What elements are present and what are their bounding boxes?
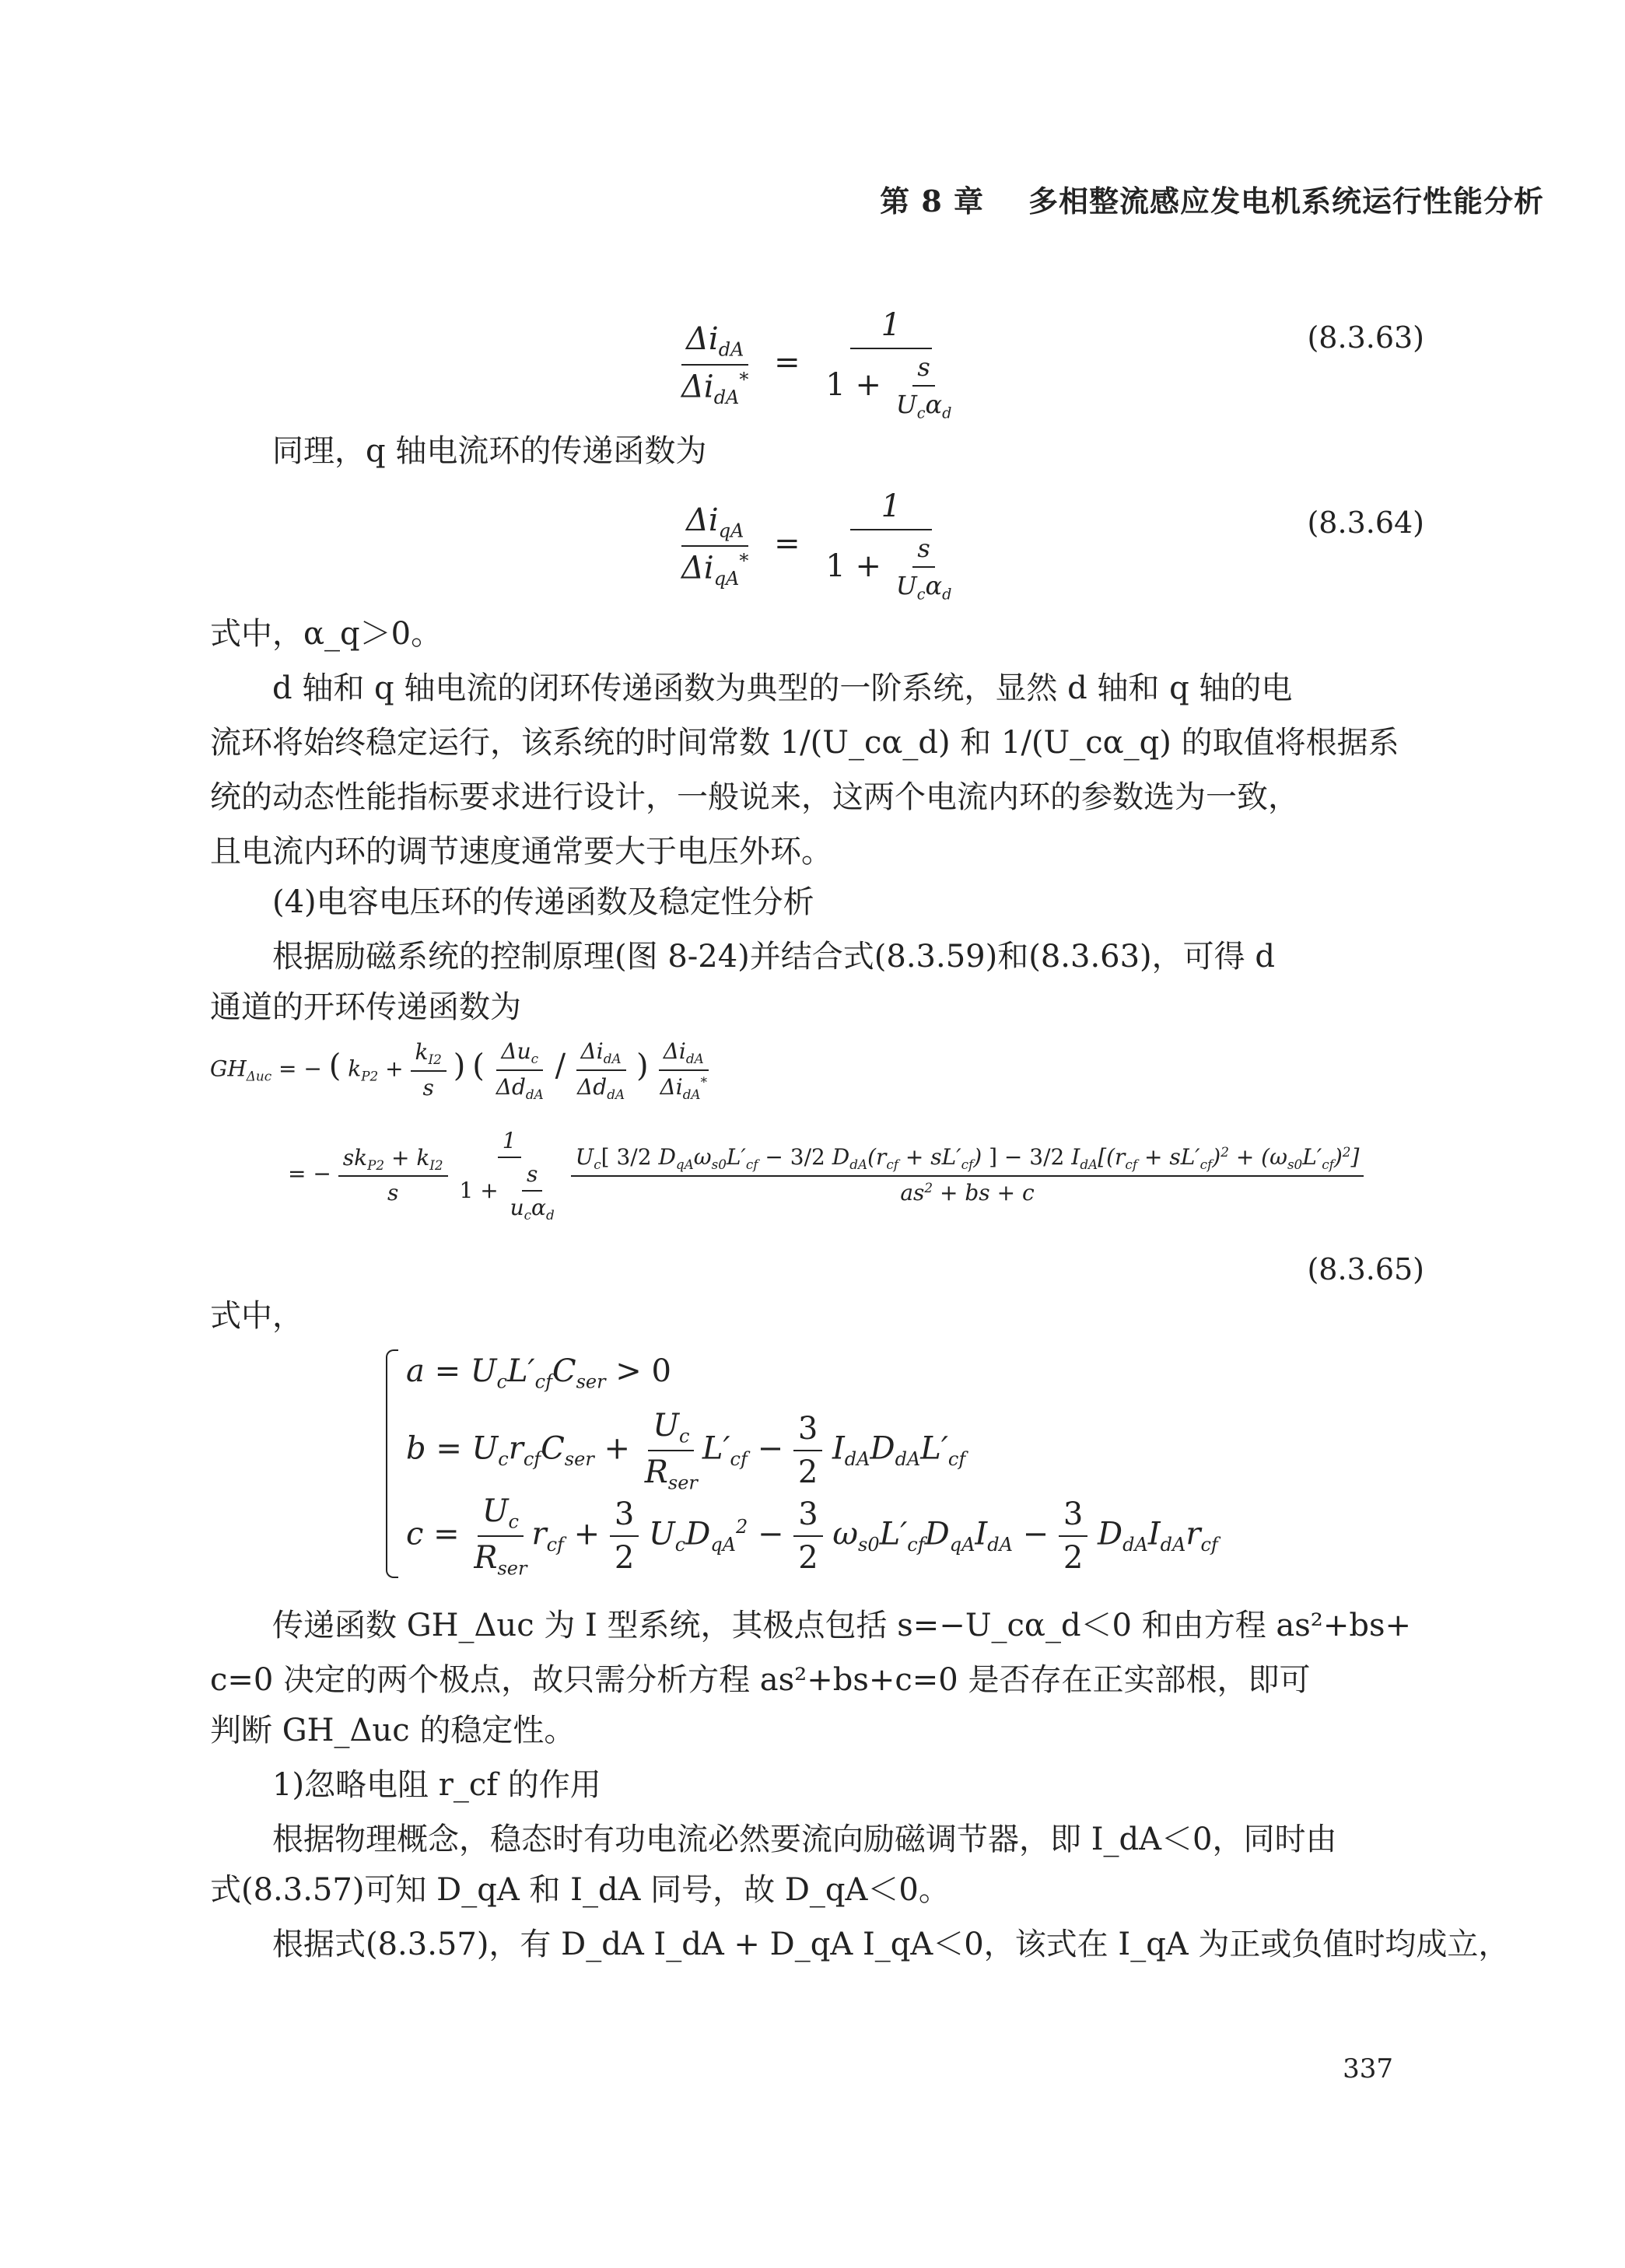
- equation-8-3-65-line2: = − $\frac{sk_{P2} + k_{I2}}{s}$ 1 1 + $\frac{s}{u_c\alpha_d}$ $U_c$[ 3/2 $D_{qA}\omega_{s0}L'_{cf} - 3/2$ $D_{dA}(r_{cf} + sL'_{cf})$ ] − 3/2 $I_{dA}[(r_{cf} + sL'_{cf})^2 + (\omega_{s0}L'_{cf})^2]$ $as^2$ + bs + c: [288, 1128, 1364, 1223]
- section-heading-capacitor-voltage: (4)电容电压环的传递函数及稳定性分析: [272, 884, 814, 920]
- equation-8-3-63: $\frac{\Delta i_{dA}}{\Delta i_{dA}^*}$ = 1 1 + $\frac{s}{U_c\alpha_d}$: [681, 307, 952, 422]
- equation-8-3-64: $\frac{\Delta i_{qA}}{\Delta i_{qA}^*}$ = 1 1 + $\frac{s}{U_c\alpha_d}$: [681, 488, 952, 604]
- paragraph-q-axis-intro: 同理，q 轴电流环的传递函数为: [272, 433, 707, 469]
- paragraph-closed-loop-line3: 统的动态性能指标要求进行设计，一般说来，这两个电流内环的参数选为一致，: [210, 779, 1299, 815]
- paragraph-open-loop-line1: 根据励磁系统的控制原理(图 8-24)并结合式(8.3.59)和(8.3.63)，可得 d: [272, 939, 1275, 975]
- paragraph-closed-loop-line1: d 轴和 q 轴电流的闭环传递函数为典型的一阶系统，显然 d 轴和 q 轴的电: [272, 670, 1293, 706]
- paragraph-type-one-line1: 传递函数 GH_Δuc 为 I 型系统，其极点包括 s=−U_cα_d＜0 和由方程 as²+bs+: [272, 1608, 1412, 1643]
- equation-number-65: (8.3.65): [1307, 1252, 1424, 1286]
- equation-number-64: (8.3.64): [1307, 506, 1424, 540]
- coefficient-brace: [386, 1349, 398, 1578]
- paragraph-according-to: 根据式(8.3.57)，有 D_dA I_dA + D_qA I_qA＜0，该式在 I_qA 为正或负值时均成立，: [272, 1927, 1510, 1962]
- paragraph-open-loop-line2: 通道的开环传递函数为: [210, 989, 521, 1025]
- paragraph-closed-loop-line4: 且电流内环的调节速度通常要大于电压外环。: [210, 834, 832, 870]
- coefficient-a: $a = U_cL'_{cf}C_{ser} > 0$: [406, 1353, 671, 1393]
- paragraph-physical-concept-line2: 式(8.3.57)可知 D_qA 和 I_dA 同号，故 D_qA＜0。: [210, 1872, 950, 1908]
- coefficient-b: $b = U_cr_{cf}C_{ser}$ + $\frac{U_c}{R_{ser}}$ $L'_{cf}$ − $\frac{3}{2}$ $I_{dA}D_{dA}L'_{cf}$: [406, 1408, 966, 1494]
- chapter-number: 第 8 章: [880, 184, 985, 219]
- coefficient-c: c = $\frac{U_c}{R_{ser}}$ $r_{cf}$ + $\frac{3}{2}$ $U_cD_{qA}^2$ − $\frac{3}{2}$ $\omega_{s0}L'_{cf}D_{qA}I_{dA}$ − $\frac{3}{2}$ $D_{dA}I_{dA}r_{cf}$: [406, 1493, 1218, 1580]
- paragraph-physical-concept-line1: 根据物理概念，稳态时有功电流必然要流向励磁调节器，即 I_dA＜0，同时由: [272, 1822, 1337, 1857]
- running-header: [880, 177, 1544, 220]
- chapter-title: 多相整流感应发电机系统运行性能分析: [1028, 184, 1544, 219]
- equation-8-3-65-line1: $GH_{\Delta uc}$ = − ( $k_{P2}$ + $\frac{k_{I2}}{s}$ ) ( $\frac{\Delta u_c}{\Delta d_{dA}}$ / $\frac{\Delta i_{dA}}{\Delta d_{dA}}$ ) $\frac{\Delta i_{dA}}{\Delta i_{dA}^*}$: [210, 1038, 707, 1102]
- paragraph-where: 式中，: [210, 1298, 303, 1334]
- paragraph-closed-loop-line2: 流环将始终稳定运行，该系统的时间常数 1/(U_cα_d) 和 1/(U_cα_q) 的取值将根据系: [210, 725, 1399, 761]
- paragraph-alpha-q: 式中，α_q＞0。: [210, 616, 443, 652]
- page-number: 337: [1343, 2053, 1393, 2084]
- paragraph-type-one-line2: c=0 决定的两个极点，故只需分析方程 as²+bs+c=0 是否存在正实部根，即可: [210, 1662, 1311, 1698]
- equation-number-63: (8.3.63): [1307, 320, 1424, 355]
- paragraph-type-one-line3: 判断 GH_Δuc 的稳定性。: [210, 1713, 576, 1748]
- subsection-heading-ignore-rcf: 1)忽略电阻 r_cf 的作用: [272, 1767, 601, 1803]
